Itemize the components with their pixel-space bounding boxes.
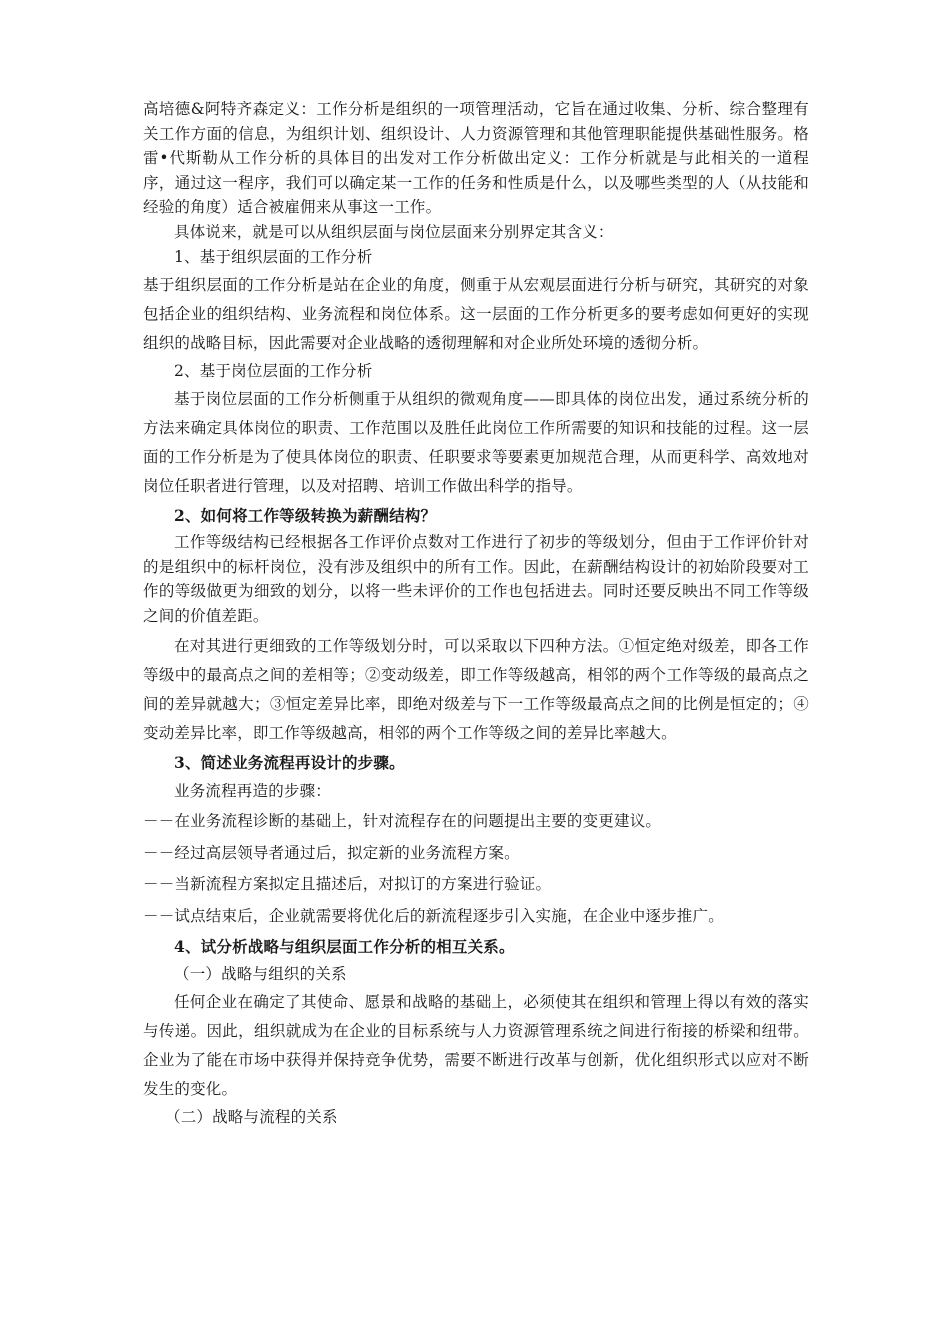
post-level-heading: 2、基于岗位层面的工作分析 (174, 362, 373, 380)
question-2-paragraph-a: 工作等级结构已经根据各工作评价点数对工作进行了初步的等级划分，但由于工作评价针对的是组织中的标杆岗位，没有涉及组织中的所有工作。因此，在薪酬结构设计的初始阶段要对工作的等级做更为细致的划分，以将一些未评价的工作也包括进去。同时还要反映出不同工作等级之间的价值差距。 (143, 533, 809, 625)
question-3-heading: 3、简述业务流程再设计的步骤。 (174, 753, 405, 772)
question-3-intro: 业务流程再造的步骤： (174, 782, 332, 800)
step-item-2: －－经过高层领导者通过后，拟定新的业务流程方案。 (143, 843, 520, 862)
document-page (143, 97, 809, 1131)
step-item-3: －－当新流程方案拟定且描述后，对拟订的方案进行验证。 (143, 875, 552, 893)
strategy-org-paragraph: 任何企业在确定了其使命、愿景和战略的基础上，必须使其在组织和管理上得以有效的落实与传递。因此，组织就成为在企业的目标系统与人力资源管理系统之间进行衔接的桥梁和纽带。企业为了能在市场中获得并保持竞争优势，需要不断进行改革与创新，优化组织形式以应对不断发生的变化。 (143, 993, 809, 1098)
org-level-paragraph: 基于组织层面的工作分析是站在企业的角度，侧重于从宏观层面进行分析与研究，其研究的对象包括企业的组织结构、业务流程和岗位体系。这一层面的工作分析更多的要考虑如何更好的实现组织的战略目标，因此需要对企业战略的透彻理解和对企业所处环境的透彻分析。 (143, 276, 809, 352)
strategy-process-heading: （二）战略与流程的关系 (165, 1108, 338, 1126)
step-item-4: －－试点结束后，企业就需要将优化后的新流程逐步引入实施，在企业中逐步推广。 (143, 906, 724, 925)
definition-paragraph: 高培德&阿特齐森定义：工作分析是组织的一项管理活动，它旨在通过收集、分析、综合整理有关工作方面的信息，为组织计划、组织设计、人力资源管理和其他管理职能提供基础性服务。格雷•代斯勒从工作分析的具体目的出发对工作分析做出定义：工作分析就是与此相关的一道程序，通过这一程序，我们可以确定某一工作的任务和性质是什么，以及哪些类型的人（从技能和经验的角度）适合被雇佣来从事这一工作。 (143, 100, 809, 216)
question-4-heading: 4、试分析战略与组织层面工作分析的相互关系。 (174, 937, 515, 956)
post-level-paragraph: 基于岗位层面的工作分析侧重于从组织的微观角度——即具体的岗位出发，通过系统分析的方法来确定具体岗位的职责、工作范围以及胜任此岗位工作所需要的知识和技能的过程。这一层面的工作分析是为了使具体岗位的职责、任职要求等要素更加规范合理，从而更科学、高效地对岗位任职者进行管理，以及对招聘、培训工作做出科学的指导。 (143, 390, 809, 495)
step-item-1: －－在业务流程诊断的基础上，针对流程存在的问题提出主要的变更建议。 (143, 812, 662, 830)
question-2-heading: 2、如何将工作等级转换为薪酬结构？ (174, 506, 437, 525)
question-2-paragraph-b: 在对其进行更细致的工作等级划分时，可以采取以下四种方法。①恒定绝对级差，即各工作等级中的最高点之间的差相等；②变动级差，即工作等级越高，相邻的两个工作等级的最高点之间的差异就越大；③恒定差异比率，即绝对级差与下一工作等级最高点之间的比例是恒定的；④变动差异比率，即工作等级越高，相邻的两个工作等级之间的差异比率越大。 (143, 637, 809, 742)
strategy-org-heading: （一）战略与组织的关系 (174, 965, 347, 983)
intro-paragraph: 具体说来，就是可以从组织层面与岗位层面来分别界定其含义： (174, 222, 614, 241)
org-level-heading: 1、基于组织层面的工作分析 (174, 248, 373, 266)
